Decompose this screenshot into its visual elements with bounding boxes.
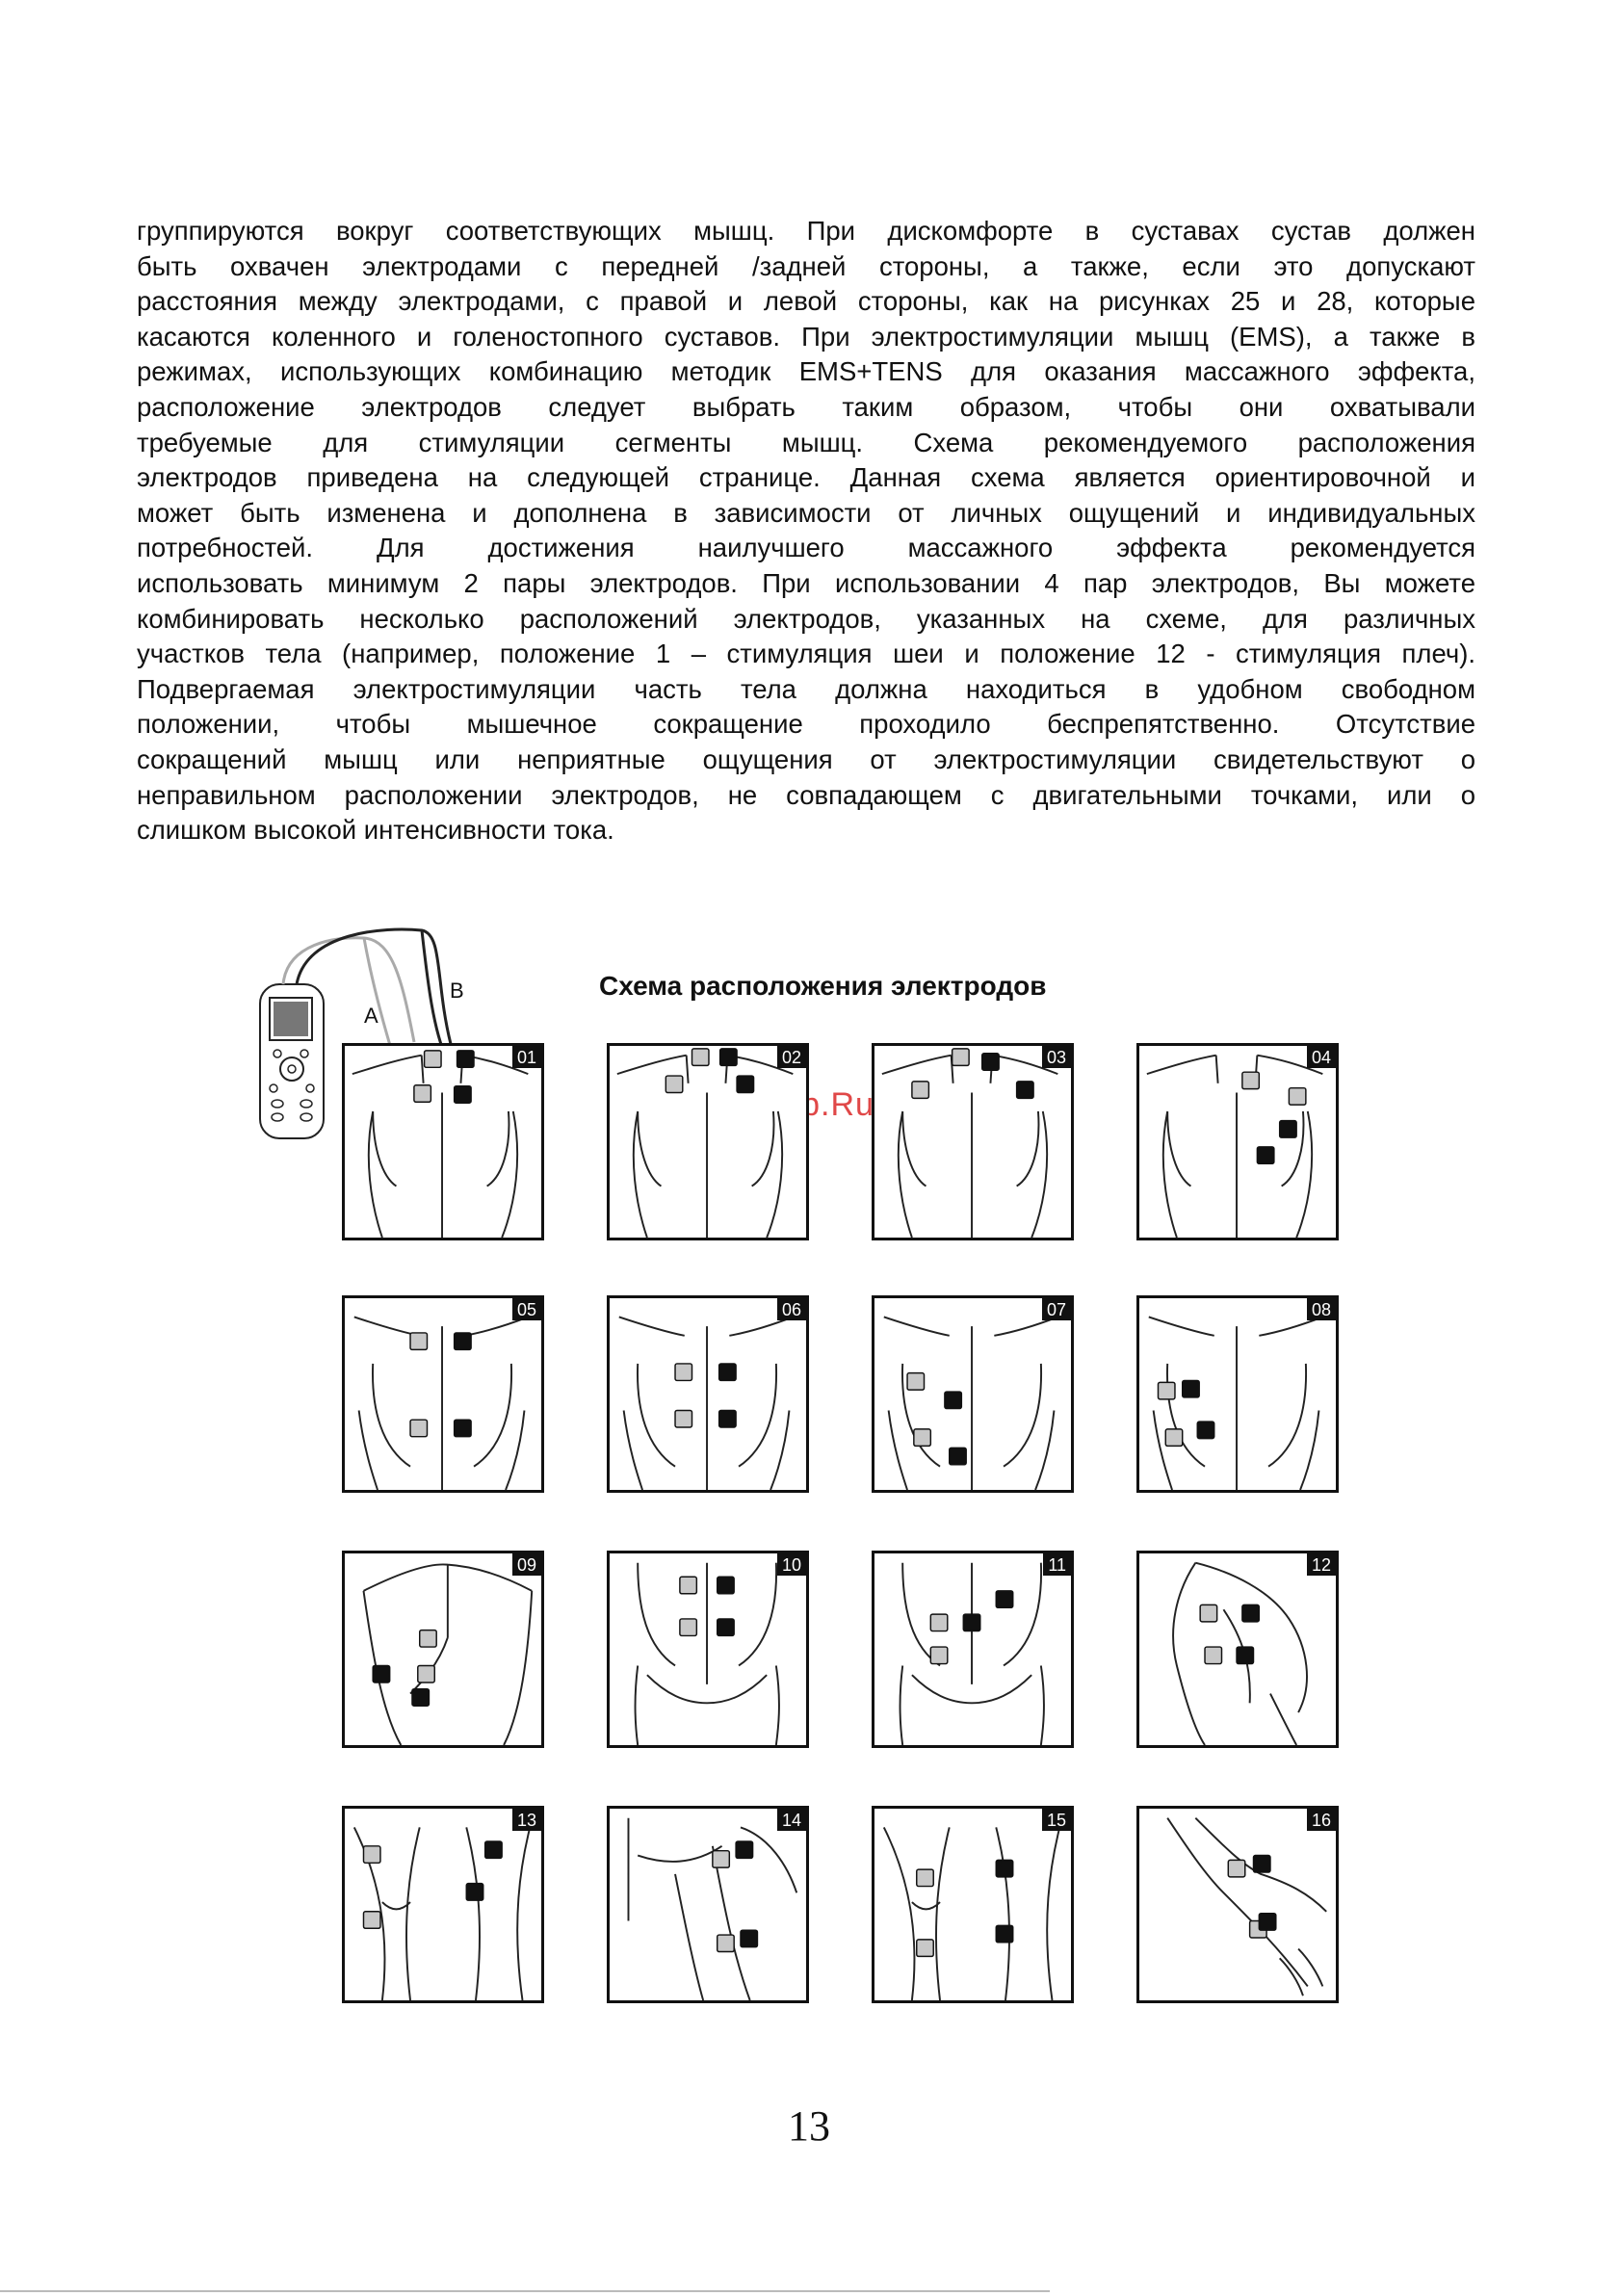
panel-number: 11 bbox=[1043, 1553, 1071, 1576]
paragraph-line: сокращений мышц или неприятные ощущения от электростимуляции свидетельствуют о bbox=[137, 744, 1475, 774]
body-sketch bbox=[345, 1553, 541, 1745]
electrode-b bbox=[982, 1054, 999, 1070]
electrode-a bbox=[414, 1085, 431, 1102]
body-outline bbox=[619, 1317, 794, 1490]
electrode-a bbox=[692, 1049, 708, 1065]
panel-number: 08 bbox=[1307, 1298, 1336, 1320]
electrode-b bbox=[719, 1410, 736, 1426]
body-outline bbox=[1147, 1056, 1322, 1238]
electrode-position-panel bbox=[872, 1043, 1074, 1240]
paragraph-line: расположение электродов следует выбрать таким образом, чтобы они охватывали bbox=[137, 391, 1475, 422]
electrode-position-panel bbox=[1136, 1806, 1339, 2003]
paragraph-line: комбинировать несколько расположений электродов, указанных на схеме, для различных bbox=[137, 603, 1475, 634]
panel-number: 04 bbox=[1307, 1046, 1336, 1068]
body-sketch bbox=[345, 1809, 541, 2000]
electrode-b bbox=[737, 1076, 753, 1092]
body-outline bbox=[884, 1317, 1058, 1490]
electrode-a bbox=[1200, 1605, 1216, 1621]
body-sketch bbox=[610, 1046, 806, 1238]
panel-number: 12 bbox=[1307, 1553, 1336, 1576]
electrode-position-panel bbox=[607, 1295, 809, 1493]
body-sketch bbox=[610, 1298, 806, 1490]
body-sketch bbox=[1139, 1046, 1336, 1238]
body-sketch bbox=[610, 1809, 806, 2000]
electrode-a bbox=[675, 1410, 692, 1426]
panel-number: 01 bbox=[512, 1046, 541, 1068]
paragraph-line: расстояния между электродами, с правой и левой стороны, как на рисунках 25 и 28, которые bbox=[137, 286, 1475, 317]
electrode-a bbox=[718, 1935, 734, 1951]
footer-rule bbox=[0, 2290, 1050, 2292]
lead-b-label: B bbox=[450, 978, 464, 1003]
electrode-position-panel bbox=[342, 1806, 544, 2003]
electrode-b bbox=[720, 1049, 737, 1065]
electrode-b bbox=[996, 1860, 1012, 1876]
panel-number: 09 bbox=[512, 1553, 541, 1576]
electrode-a bbox=[912, 1082, 928, 1098]
body-outline bbox=[1167, 1818, 1326, 1996]
body-outline bbox=[363, 1564, 532, 1745]
body-sketch bbox=[874, 1046, 1071, 1238]
electrode-position-panel bbox=[607, 1551, 809, 1748]
body-sketch bbox=[345, 1298, 541, 1490]
electrode-b bbox=[741, 1930, 757, 1946]
paragraph-line: неправильном расположении электродов, не совпадающем с двигательными точками, или о bbox=[137, 779, 1475, 810]
electrode-position-panel bbox=[1136, 1551, 1339, 1748]
electrode-a bbox=[425, 1051, 441, 1067]
body-outline bbox=[617, 1056, 793, 1238]
electrode-b bbox=[466, 1884, 483, 1900]
electrode-b bbox=[996, 1591, 1012, 1607]
electrode-b bbox=[996, 1925, 1012, 1942]
electrode-a bbox=[917, 1940, 933, 1956]
electrode-a bbox=[907, 1373, 924, 1390]
electrode-a bbox=[680, 1577, 696, 1593]
body-outline bbox=[1149, 1317, 1323, 1490]
electrode-a bbox=[914, 1429, 930, 1446]
electrode-a bbox=[665, 1076, 682, 1092]
electrode-position-panel bbox=[872, 1551, 1074, 1748]
electrode-b bbox=[963, 1614, 979, 1631]
body-sketch bbox=[874, 1809, 1071, 2000]
panel-number: 14 bbox=[777, 1809, 806, 1831]
electrode-b bbox=[1257, 1147, 1273, 1163]
electrode-position-panel bbox=[607, 1043, 809, 1240]
body-sketch bbox=[1139, 1809, 1336, 2000]
electrode-a bbox=[1158, 1382, 1174, 1398]
body-outline bbox=[352, 1056, 528, 1238]
paragraph-line: требуемые для стимуляции сегменты мышц. Схема рекомендуемого расположения bbox=[137, 427, 1475, 457]
paragraph-line: электродов приведена на следующей странице. Данная схема является ориентировочной и bbox=[137, 462, 1475, 493]
electrode-a bbox=[1205, 1647, 1221, 1663]
electrode-a bbox=[410, 1333, 427, 1349]
electrode-position-panel bbox=[607, 1806, 809, 2003]
panel-number: 05 bbox=[512, 1298, 541, 1320]
electrode-a bbox=[953, 1049, 969, 1065]
panel-number: 03 bbox=[1042, 1046, 1071, 1068]
electrode-a bbox=[930, 1614, 947, 1631]
electrode-b bbox=[1183, 1380, 1199, 1396]
electrode-a bbox=[1165, 1429, 1182, 1446]
electrode-b bbox=[412, 1689, 429, 1706]
panel-number: 02 bbox=[777, 1046, 806, 1068]
electrode-b bbox=[1280, 1121, 1296, 1137]
panel-number: 16 bbox=[1307, 1809, 1336, 1831]
electrode-a bbox=[1228, 1860, 1244, 1876]
paragraph-line: касаются коленного и голеностопного суставов. При электростимуляции мышц (EMS), а также в bbox=[137, 321, 1475, 352]
electrode-a bbox=[410, 1420, 427, 1436]
electrode-b bbox=[1197, 1422, 1214, 1438]
electrode-b bbox=[455, 1333, 471, 1349]
electrode-a bbox=[713, 1851, 729, 1867]
body-outline bbox=[354, 1317, 529, 1490]
body-outline bbox=[884, 1827, 1059, 2000]
electrode-a bbox=[418, 1665, 434, 1682]
body-sketch bbox=[1139, 1553, 1336, 1745]
electrode-b bbox=[736, 1841, 752, 1858]
body-sketch bbox=[874, 1553, 1071, 1745]
paragraph-line: участков тела (например, положение 1 – стимуляция шеи и положение 12 - стимуляция плеч). bbox=[137, 639, 1475, 669]
paragraph-line: положении, чтобы мышечное сокращение проходило беспрепятственно. Отсутствие bbox=[137, 709, 1475, 740]
paragraph-line: быть охвачен электродами с передней /задней стороны, а также, если это допускают bbox=[137, 250, 1475, 281]
page-number: 13 bbox=[788, 2102, 830, 2150]
paragraph-line: Подвергаемая электростимуляции часть тела должна находиться в удобном свободном bbox=[137, 673, 1475, 704]
electrode-position-panel bbox=[1136, 1295, 1339, 1493]
electrode-a bbox=[930, 1647, 947, 1663]
paragraph-line: слишком высокой интенсивности тока. bbox=[137, 815, 614, 846]
electrode-b bbox=[455, 1086, 471, 1103]
panel-number: 15 bbox=[1042, 1809, 1071, 1831]
electrode-a bbox=[363, 1912, 379, 1928]
diagram-title: Схема расположения электродов bbox=[599, 971, 1047, 1001]
paragraph-line: режимах, использующих комбинацию методик EMS+TENS для оказания массажного эффекта, bbox=[137, 356, 1475, 387]
electrode-position-panel bbox=[342, 1043, 544, 1240]
paragraph-line: использовать минимум 2 пары электродов. При использовании 4 пар электродов, Вы можете bbox=[137, 567, 1475, 598]
body-paragraph bbox=[137, 214, 1475, 848]
electrode-position-panel bbox=[872, 1806, 1074, 2003]
electrode-a bbox=[1242, 1072, 1259, 1088]
body-sketch bbox=[874, 1298, 1071, 1490]
electrode-position-panel bbox=[872, 1295, 1074, 1493]
electrode-a bbox=[680, 1619, 696, 1635]
electrode-b bbox=[485, 1841, 502, 1858]
electrode-a bbox=[363, 1846, 379, 1863]
paragraph-line: может быть изменена и дополнена в зависимости от личных ощущений и индивидуальных bbox=[137, 497, 1475, 528]
panel-number: 10 bbox=[777, 1553, 806, 1576]
panel-number: 07 bbox=[1042, 1298, 1071, 1320]
body-sketch bbox=[610, 1553, 806, 1745]
electrode-a bbox=[420, 1631, 436, 1647]
electrode-position-panel bbox=[1136, 1043, 1339, 1240]
electrode-b bbox=[373, 1665, 389, 1682]
electrode-a bbox=[675, 1364, 692, 1380]
electrode-b bbox=[455, 1420, 471, 1436]
body-sketch bbox=[1139, 1298, 1336, 1490]
paragraph-line: потребностей. Для достижения наилучшего массажного эффекта рекомендуется bbox=[137, 533, 1475, 563]
electrode-b bbox=[457, 1051, 474, 1067]
body-outline bbox=[900, 1563, 1044, 1745]
body-sketch bbox=[345, 1046, 541, 1238]
electrode-b bbox=[1237, 1647, 1253, 1663]
electrode-b bbox=[719, 1364, 736, 1380]
electrode-a bbox=[917, 1869, 933, 1886]
electrode-a bbox=[1289, 1088, 1305, 1105]
electrode-b bbox=[1254, 1856, 1270, 1872]
electrode-b bbox=[950, 1448, 966, 1464]
lead-a-label: A bbox=[364, 1004, 378, 1028]
body-outline bbox=[628, 1818, 796, 2000]
panel-number: 13 bbox=[512, 1809, 541, 1831]
electrode-position-panel bbox=[342, 1551, 544, 1748]
electrode-b bbox=[1259, 1914, 1275, 1930]
electrode-b bbox=[718, 1619, 734, 1635]
electrode-b bbox=[718, 1577, 734, 1593]
electrode-b bbox=[1017, 1082, 1033, 1098]
electrode-b bbox=[1242, 1605, 1259, 1621]
paragraph-line: группируются вокруг соответствующих мышц. При дискомфорте в суставах сустав должен bbox=[137, 216, 1475, 246]
electrode-b bbox=[945, 1392, 961, 1408]
panel-number: 06 bbox=[777, 1298, 806, 1320]
body-outline bbox=[636, 1563, 779, 1745]
electrode-position-panel bbox=[342, 1295, 544, 1493]
